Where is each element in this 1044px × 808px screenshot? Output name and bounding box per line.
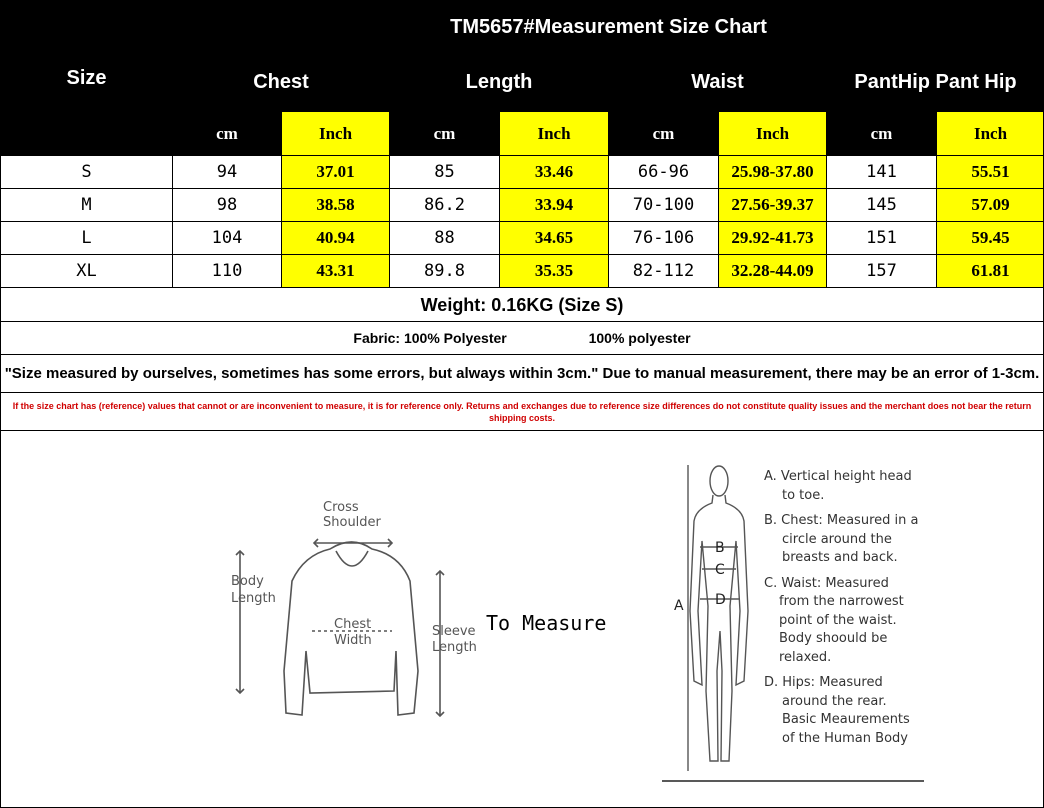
waist-header: Waist bbox=[609, 54, 827, 112]
unit-inch-header: Inch bbox=[937, 112, 1044, 156]
to-measure-label: To Measure bbox=[486, 611, 607, 635]
length-cm-cell: 86.2 bbox=[390, 189, 500, 222]
hip-cm-cell: 145 bbox=[827, 189, 937, 222]
chest-cm-cell: 104 bbox=[173, 222, 282, 255]
hip-cm-cell: 141 bbox=[827, 156, 937, 189]
unit-cm-header: cm bbox=[173, 112, 282, 156]
legend-d-line-1: D. Hips: Measured bbox=[764, 675, 883, 690]
hip-cm-cell: 151 bbox=[827, 222, 937, 255]
waist-inch-cell: 27.56-39.37 bbox=[719, 189, 827, 222]
length-cm-cell: 85 bbox=[390, 156, 500, 189]
hip-inch-cell: 59.45 bbox=[937, 222, 1044, 255]
chest-inch-cell: 43.31 bbox=[282, 255, 390, 288]
body-label-2: Length bbox=[231, 591, 276, 606]
legend-b-line-3: breasts and back. bbox=[782, 550, 898, 565]
legend-c-line-4: Body shoould be bbox=[779, 631, 888, 646]
length-cm-cell: 88 bbox=[390, 222, 500, 255]
chest-cm-cell: 98 bbox=[173, 189, 282, 222]
hip-inch-cell: 55.51 bbox=[937, 156, 1044, 189]
chest-cm-cell: 94 bbox=[173, 156, 282, 189]
measurement-note: "Size measured by ourselves, sometimes has some errors, but always within 3cm." Due to manual measurement, there may be an error of 1-3cm. bbox=[0, 355, 1044, 393]
hip-inch-cell: 61.81 bbox=[937, 255, 1044, 288]
body-marker-b: B bbox=[715, 540, 725, 556]
chest-header: Chest bbox=[173, 54, 390, 112]
legend-c-line-5: relaxed. bbox=[779, 649, 832, 665]
size-cell: L bbox=[1, 222, 173, 255]
length-cm-cell: 89.8 bbox=[390, 255, 500, 288]
legend-c-line-1: C. Waist: Measured bbox=[764, 575, 889, 591]
length-inch-cell: 35.35 bbox=[500, 255, 609, 288]
unit-inch-header: Inch bbox=[500, 112, 609, 156]
chest-inch-cell: 38.58 bbox=[282, 189, 390, 222]
unit-cm-header: cm bbox=[390, 112, 500, 156]
legend-a-line-1: A. Vertical height head bbox=[764, 469, 912, 484]
size-cell: M bbox=[1, 189, 173, 222]
length-inch-cell: 33.46 bbox=[500, 156, 609, 189]
chest-label-1: Chest bbox=[334, 617, 372, 632]
waist-cm-cell: 66-96 bbox=[609, 156, 719, 189]
waist-cm-cell: 82-112 bbox=[609, 255, 719, 288]
unit-inch-header: Inch bbox=[719, 112, 827, 156]
length-header: Length bbox=[390, 54, 609, 112]
body-label-1: Body bbox=[231, 574, 264, 589]
waist-inch-cell: 32.28-44.09 bbox=[719, 255, 827, 288]
legend-a-line-2: to toe. bbox=[782, 487, 825, 503]
legend-b-line-2: circle around the bbox=[782, 531, 892, 547]
size-column-header: Size bbox=[1, 1, 173, 156]
hip-header: PantHip Pant Hip bbox=[827, 54, 1044, 112]
waist-inch-cell: 25.98-37.80 bbox=[719, 156, 827, 189]
legend-d-line-3: Basic Meaurements bbox=[782, 712, 910, 727]
chest-cm-cell: 110 bbox=[173, 255, 282, 288]
legend-c-line-2: from the narrowest bbox=[779, 594, 904, 609]
reference-warning: If the size chart has (reference) values that cannot or are inconvenient to measure, it is for reference only. Returns and exchanges due to reference size differences do not constitute quality issues and the merchant does not bear the return shipping costs. bbox=[0, 393, 1044, 431]
cross-label-1: Cross bbox=[323, 500, 359, 515]
chest-label-2: Width bbox=[334, 633, 372, 648]
size-cell: S bbox=[1, 156, 173, 189]
legend-d-line-2: around the rear. bbox=[782, 693, 887, 709]
sleeve-label-1: Sleeve bbox=[432, 624, 476, 639]
size-cell: XL bbox=[1, 255, 173, 288]
cross-label-2: Shoulder bbox=[323, 515, 381, 530]
hip-cm-cell: 157 bbox=[827, 255, 937, 288]
waist-cm-cell: 76-106 bbox=[609, 222, 719, 255]
chest-inch-cell: 40.94 bbox=[282, 222, 390, 255]
legend-c-line-3: point of the waist. bbox=[779, 612, 897, 628]
hip-inch-cell: 57.09 bbox=[937, 189, 1044, 222]
waist-cm-cell: 70-100 bbox=[609, 189, 719, 222]
length-inch-cell: 33.94 bbox=[500, 189, 609, 222]
body-marker-c: C bbox=[715, 562, 725, 578]
unit-cm-header: cm bbox=[609, 112, 719, 156]
legend-d-line-4: of the Human Body bbox=[782, 730, 908, 746]
length-inch-cell: 34.65 bbox=[500, 222, 609, 255]
body-marker-a: A bbox=[674, 598, 684, 614]
unit-inch-header: Inch bbox=[282, 112, 390, 156]
body-marker-d: D bbox=[715, 592, 726, 608]
waist-inch-cell: 29.92-41.73 bbox=[719, 222, 827, 255]
unit-cm-header: cm bbox=[827, 112, 937, 156]
chart-title: TM5657#Measurement Size Chart bbox=[173, 1, 1044, 54]
weight-info: Weight: 0.16KG (Size S) bbox=[0, 289, 1044, 322]
sleeve-label-2: Length bbox=[432, 640, 477, 655]
fabric-label: Fabric: 100% Polyester bbox=[353, 330, 507, 346]
legend-b-line-1: B. Chest: Measured in a bbox=[764, 513, 919, 528]
chest-inch-cell: 37.01 bbox=[282, 156, 390, 189]
fabric-label-alt: 100% polyester bbox=[588, 330, 691, 346]
